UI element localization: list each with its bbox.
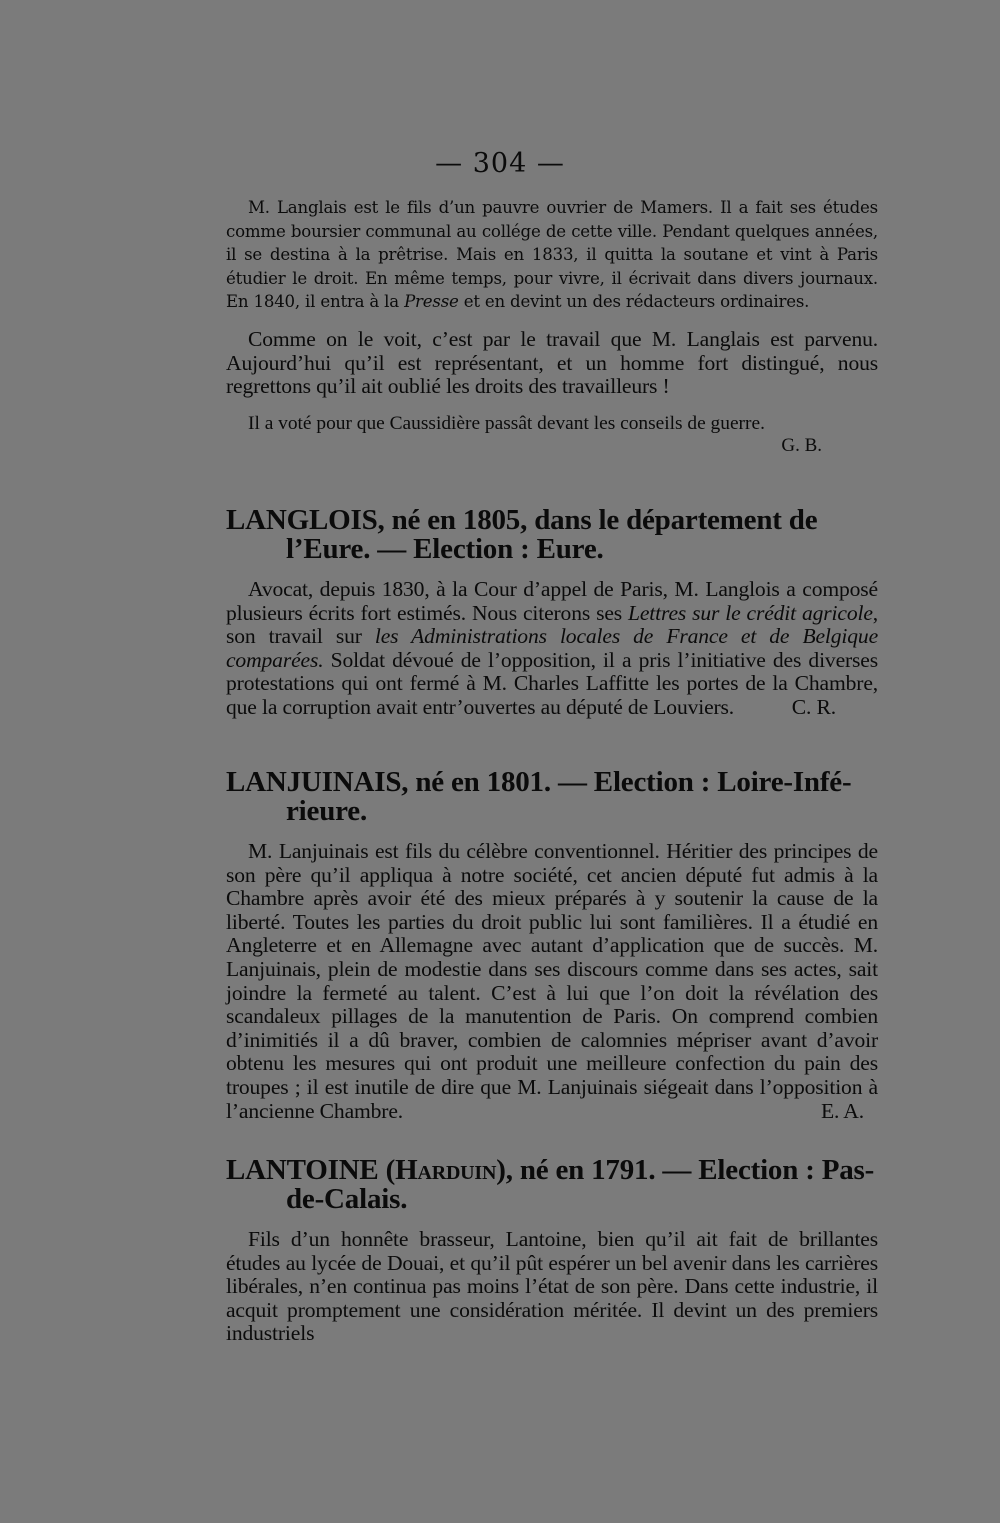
entry-lantoine [226,1156,878,1346]
page-number: — 304 — [435,148,565,179]
langlois-heading: LANGLOIS, né en 1805, dans le département de l’Eure. — Election : Eure. [226,504,818,565]
langlais-signature: G. B. [781,434,822,456]
langlais-vote-note: Il a voté pour que Caussidière passât devant les conseils de guerre. [248,412,765,434]
lantoine-heading: LANTOINE (Harduin), né en 1791. — Election : Pas- de-Calais. [226,1154,875,1215]
entry-langlais [226,196,878,457]
entry-langlois [226,506,878,720]
lanjuinais-signature: E. A. [820,1098,864,1123]
lantoine-paragraph: Fils d’un honnête brasseur, Lantoine, bien qu’il ait fait de brillantes études au lycée de Douai, et qu’il pût espérer un bel avenir dans les carrières libérales, n’en continua pas moins l’état de son père. Dans cette industrie, il acquit promptement une considération méritée. Il devint un des premiers industriels [226,1227,878,1346]
lanjuinais-heading: LANJUINAIS, né en 1801. — Election : Loire-Infé- rieure. [226,766,852,827]
langlois-signature: C. R. [791,694,836,719]
langlais-paragraph-1: M. Langlais est le fils d’un pauvre ouvrier de Mamers. Il a fait ses études comme boursier communal au collége de cette ville. Pendant quelques années, il se destina à la prêtrise. Mais en 1833, il quitta la soutane et vint à Paris étudier le droit. En même temps, pour vivre, il écrivait dans divers journaux. En 1840, il entra à la Presse et en devint un des rédacteurs ordinaires. [226,198,878,312]
lanjuinais-paragraph: M. Lanjuinais est fils du célèbre conventionnel. Héritier des principes de son père qu’il appliqua à notre société, cet ancien député fut admis à la Chambre après avoir été des mieux préparés à y soutenir la cause de la liberté. Toutes les parties du droit public lui sont familières. Il a étudié en Angleterre et en Allemagne avec autant d’application que de succès. M. Lanjuinais, plein de modestie dans ses discours comme dans ses actes, sait joindre la fermeté au talent. C’est à lui que l’on doit la révélation des scandaleux pillages de la manutention de Paris. On comprend combien d’inimitiés il a dû braver, combien de calomnies mépriser avant d’avoir obtenu les mesures qui ont produit une meilleure confection du pain des troupes ; il est inutile de dire que M. Lanjuinais siégeait dans l’opposition à l’ancienne Chambre. E. A. [226,839,878,1123]
langlois-paragraph: Avocat, depuis 1830, à la Cour d’appel de Paris, M. Langlois a composé plusieurs écrits fort estimés. Nous citerons ses Lettres sur le crédit agricole, son travail sur les Administrations locales de France et de Belgique comparées. Soldat dévoué de l’opposition, il a pris l’initiative des diverses protestations qui ont fermé à M. Charles Laffitte les portes de la Chambre, que la corruption avait entr’ouvertes au député de Louviers. C. R. [226,577,879,719]
langlais-paragraph-2: Comme on le voit, c’est par le travail que M. Langlais est parvenu. Aujourd’hui qu’il est représentant, et un homme fort distingué, nous regrettons qu’il ait oublié les droits des travailleurs ! [226,326,878,399]
entry-lanjuinais [226,768,878,1123]
